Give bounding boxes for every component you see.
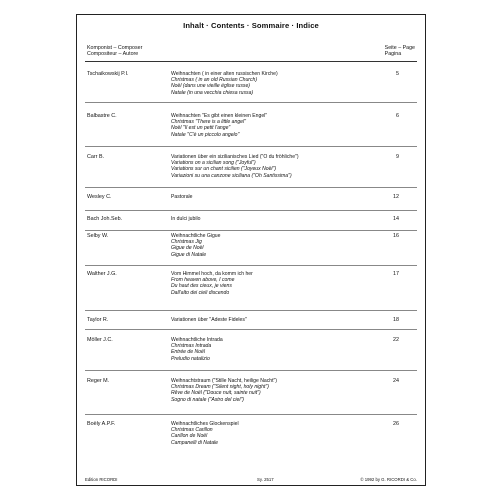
title-en: Christmas ( in an old Russian Church) <box>171 77 258 84</box>
work-titles <box>171 113 267 138</box>
title-en: Christmas Intrada <box>171 343 212 350</box>
title-de: Vom Himmel hoch, da komm ich her <box>171 271 253 277</box>
work-titles <box>171 154 299 179</box>
entry-divider <box>85 329 417 330</box>
composer-label-line2: Compositeur – Autore <box>87 51 139 58</box>
composer-name: Bach Joh.Seb. <box>87 216 123 222</box>
entry-divider <box>85 310 417 311</box>
title-fr: Carillon de Noël <box>171 433 208 440</box>
work-titles <box>171 194 193 200</box>
work-titles <box>171 71 278 96</box>
page-number: 18 <box>393 317 399 323</box>
title-it: Natale (in una vecchia chiesa russa) <box>171 89 254 96</box>
copyright-notice: © 1992 by G. RICORDI & Co. <box>360 477 417 482</box>
entry-divider <box>85 210 417 211</box>
composer-name: Möller J.C. <box>87 337 113 343</box>
composer-name: Tschaikowskij P.I. <box>87 71 129 77</box>
title-en: Christmas Jig <box>171 239 202 246</box>
title-en: Variations on a sicilian song ("Joyful") <box>171 160 256 167</box>
title-fr: Noël (dans une vieille église russe) <box>171 83 250 90</box>
title-it: Natale "C'è un piccolo angelo" <box>171 131 240 138</box>
title-fr: Gigue de Noël <box>171 245 204 252</box>
catalog-number: Sy. 2517 <box>257 477 274 482</box>
title-de: Weihnachtstraum ("Stille Nacht, heilige Nacht") <box>171 378 278 384</box>
entry-divider <box>85 370 417 371</box>
page-label-line2: Pagina <box>384 51 402 58</box>
page-number: 14 <box>393 216 399 222</box>
work-titles <box>171 233 220 258</box>
title-de: Weihnachtliche Gigue <box>171 233 221 239</box>
title-fr: Du haut des cieux, je viens <box>171 283 232 290</box>
title-it: Gigue di Natale <box>171 251 207 258</box>
page-title: Inhalt · Contents · Sommaire · Indice <box>183 21 319 30</box>
title-de: Pastorale <box>171 194 193 200</box>
title-de: Weihnachten ( in einer alten russischen Kirche) <box>171 71 278 77</box>
composer-label-line1: Komponist – Composer <box>87 45 143 51</box>
work-titles <box>171 378 277 403</box>
title-it: Preludio natalizio <box>171 355 210 362</box>
page-number: 22 <box>393 337 399 343</box>
entry-divider <box>85 265 417 266</box>
publisher-name: Edition RICORDI <box>85 477 118 482</box>
page-number: 12 <box>393 194 399 200</box>
composer-name: Boëly A.P.F. <box>87 421 116 427</box>
composer-name: Balbastre C. <box>87 113 117 119</box>
document-page <box>76 14 426 486</box>
title-fr: Rêve de Noël ("Douce nuit, sainte nuit") <box>171 390 261 397</box>
title-it: Sogno di natale ("Astro del ciel") <box>171 396 244 403</box>
page-number: 6 <box>396 113 399 119</box>
title-fr: Variations sur un chant sicilien ("Joyeux Noël") <box>171 166 277 173</box>
title-de: Weihnachten "Es gibt einen kleinen Engel" <box>171 113 268 119</box>
title-it: Variazioni su una canzone siciliana ("Oh Santissima") <box>171 172 292 179</box>
page-number: 5 <box>396 71 399 77</box>
title-de: Weihnachtliche Intrada <box>171 337 223 343</box>
entry-divider <box>85 230 417 231</box>
header-divider <box>85 61 417 62</box>
work-titles <box>171 337 223 362</box>
entry-divider <box>85 102 417 103</box>
composer-name: Taylor R. <box>87 317 109 323</box>
title-de: Variationen über ein sizilianisches Lied ("O du fröhliche") <box>171 154 299 160</box>
entry-divider <box>85 146 417 147</box>
composer-column-header <box>87 45 142 58</box>
composer-name: Walther J.G. <box>87 271 117 277</box>
entry-divider <box>85 187 417 188</box>
work-titles <box>171 216 200 222</box>
page-number: 16 <box>393 233 399 239</box>
page-label-line1: Seite – Page <box>384 45 415 51</box>
work-titles <box>171 421 239 446</box>
entry-divider <box>85 414 417 415</box>
title-it: Dall'alto dei cieli discendo <box>171 289 230 296</box>
composer-name: Reger M. <box>87 378 110 384</box>
title-fr: Noël "Il est un petit l'ange" <box>171 125 231 132</box>
title-en: Christmas Carillon <box>171 427 213 434</box>
title-en: Christmas "There is a little angel" <box>171 119 246 126</box>
page-number: 9 <box>396 154 399 160</box>
title-de: Variationen über "Adeste Fideles" <box>171 317 247 323</box>
page-number: 26 <box>393 421 399 427</box>
title-fr: Entrée de Noël <box>171 349 205 356</box>
work-titles <box>171 317 247 323</box>
work-titles <box>171 271 253 296</box>
composer-name: Wesley C. <box>87 194 112 200</box>
page-column-header <box>385 45 415 58</box>
title-de: In dulci jubilo <box>171 216 201 222</box>
title-en: From heaven above, I come <box>171 277 235 284</box>
page-number: 24 <box>393 378 399 384</box>
title-de: Weihnachtliches Glockenspiel <box>171 421 239 427</box>
title-en: Christmas Dream ("Silent night, holy night") <box>171 384 269 391</box>
composer-name: Carr B. <box>87 154 105 160</box>
title-it: Campanelli di Natale <box>171 439 219 446</box>
composer-name: Selby W. <box>87 233 109 239</box>
page-number: 17 <box>393 271 399 277</box>
